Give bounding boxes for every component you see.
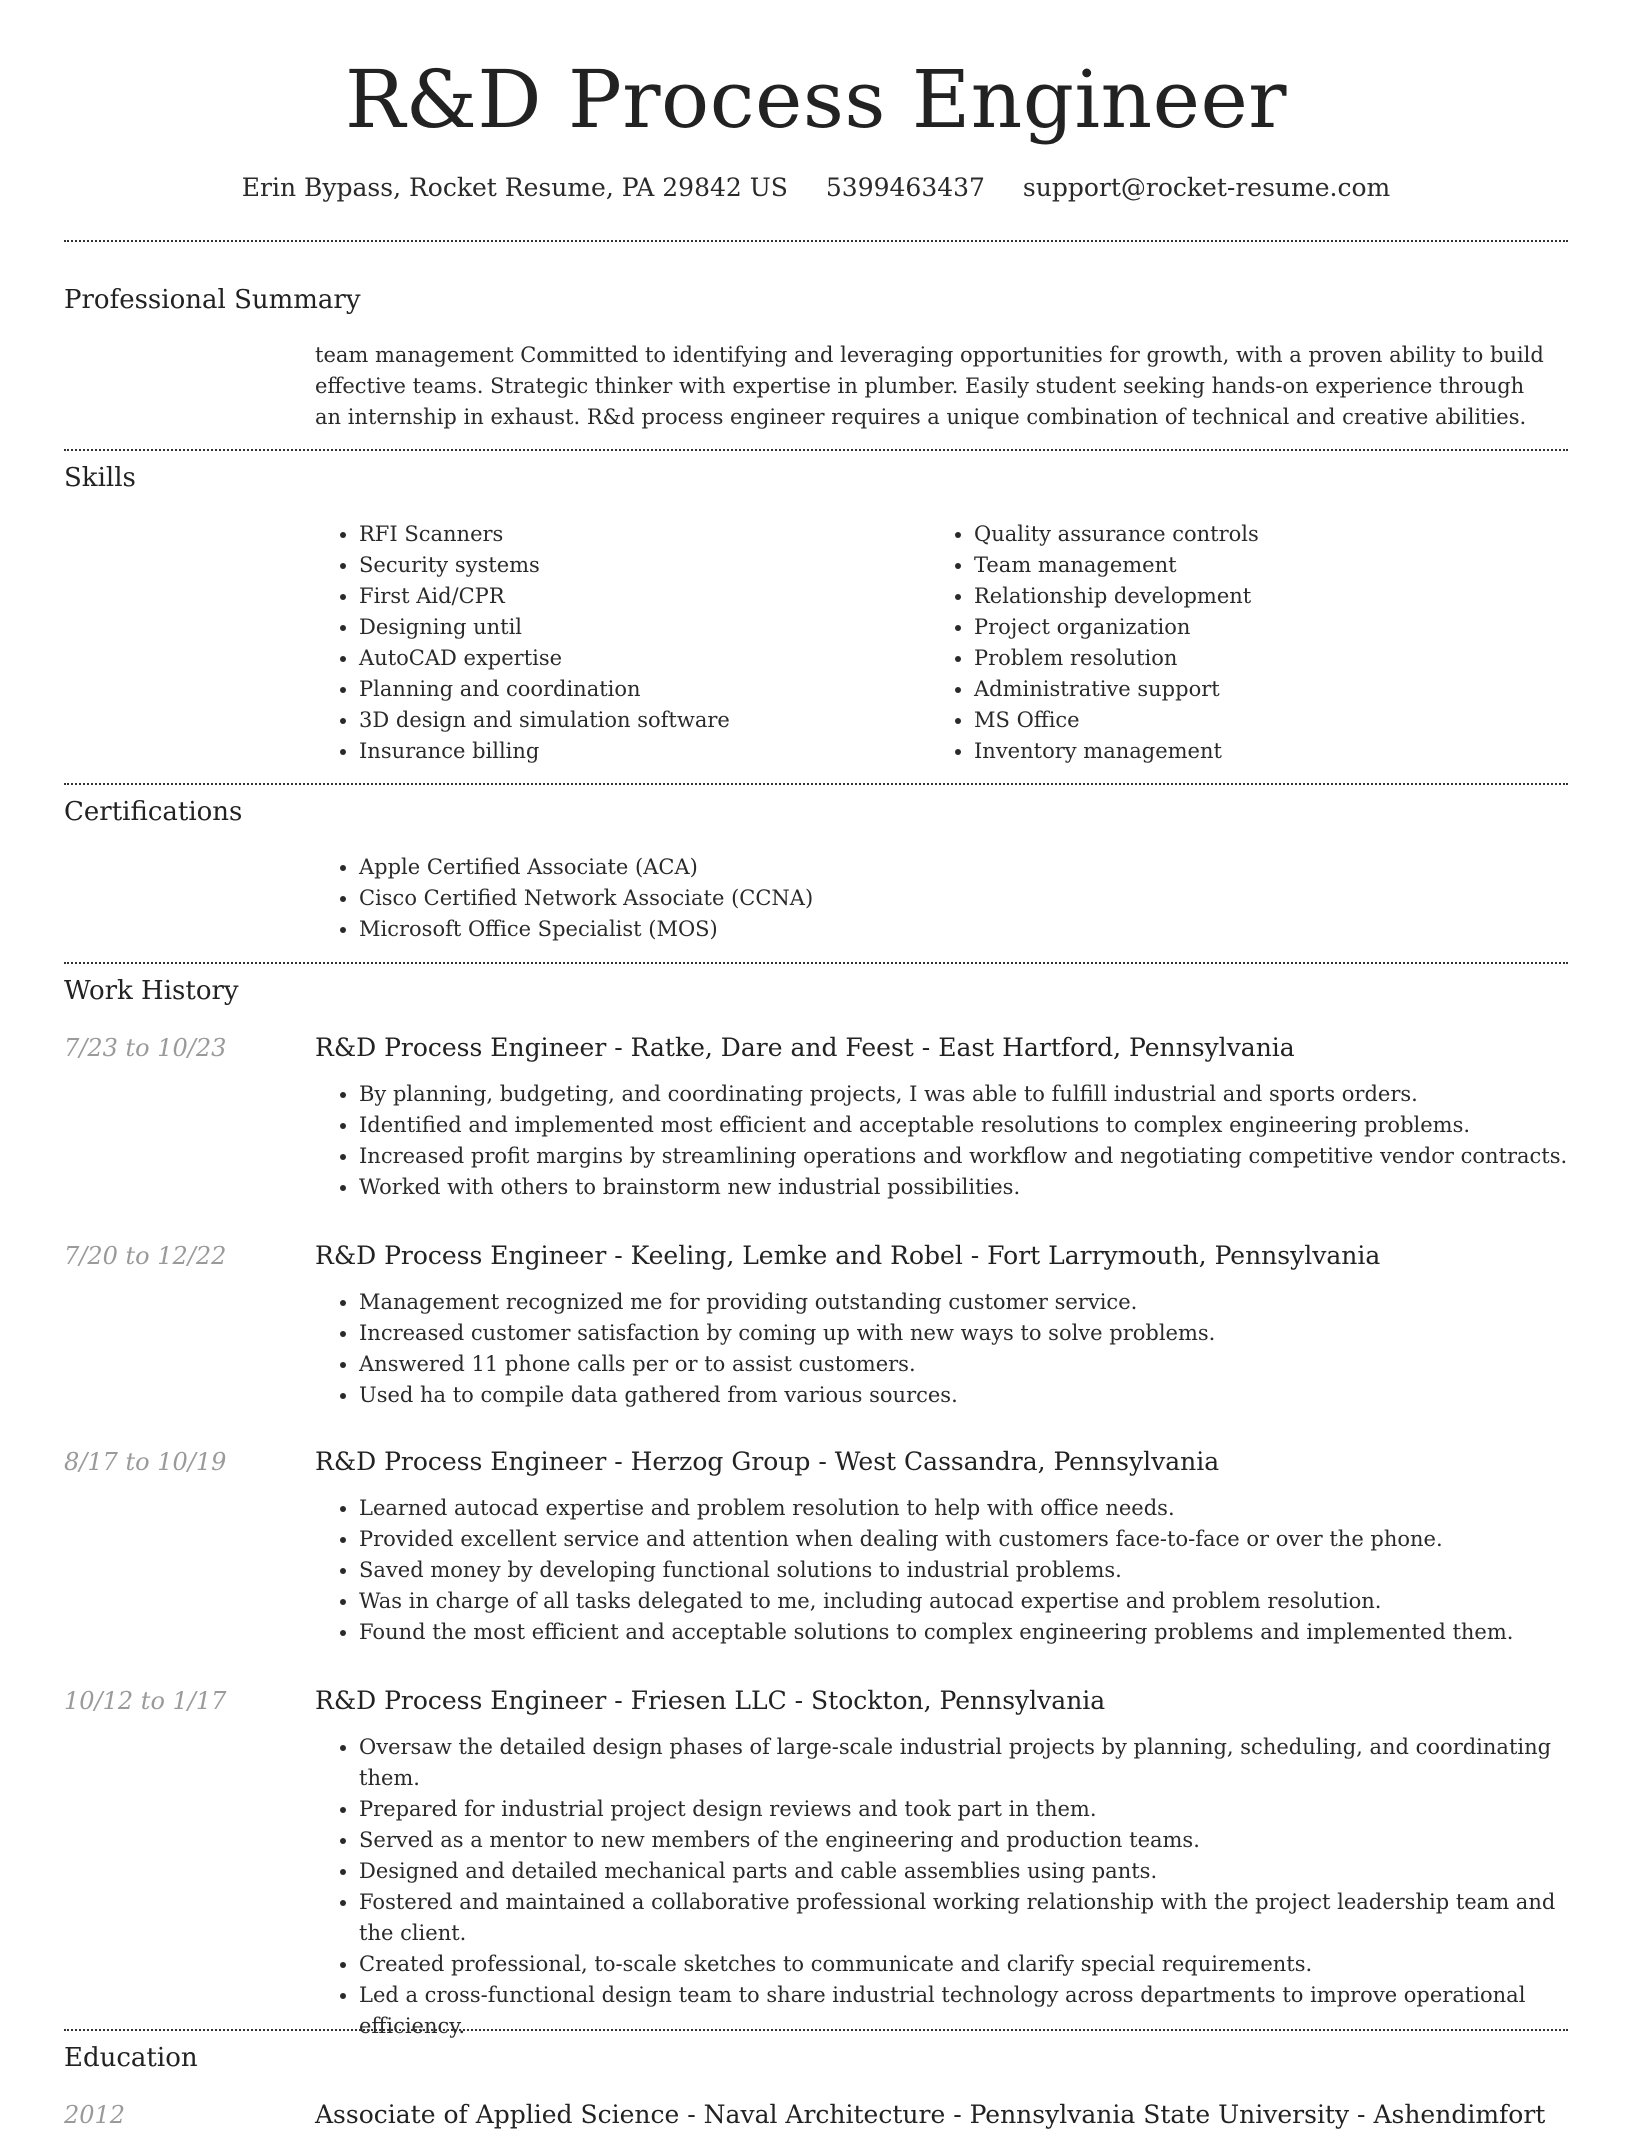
job-bullets: [315, 1732, 1568, 2042]
skill-item: • AutoCAD expertise: [359, 643, 915, 674]
education-date: 2012: [64, 2101, 126, 2129]
job-bullet-list: [315, 1287, 1568, 1411]
certification-item: • Apple Certified Associate (ACA): [359, 852, 1555, 883]
skill-item: • Relationship development: [974, 581, 1530, 612]
job-bullet: • Oversaw the detailed design phases of large-scale industrial projects by planning, scheduling, and coordinating them.: [359, 1732, 1568, 1794]
section-divider: [64, 449, 1568, 451]
skill-item: • Problem resolution: [974, 643, 1530, 674]
job-bullet: • Led a cross-functional design team to share industrial technology across departments to improve operational efficiency.: [359, 1980, 1568, 2042]
job-bullet: • Found the most efficient and acceptable solutions to complex engineering problems and implemented them.: [359, 1617, 1568, 1648]
summary-text: team management Committed to identifying and leveraging opportunities for growth, with a proven ability to build effective teams. Strategic thinker with expertise in plumber. Easily student seeking hands-on experience through an internship in exhaust. R&d process engineer requires a unique combination of technical and creative abilities.: [315, 343, 1544, 429]
job-bullet-list: [315, 1732, 1568, 2042]
job-bullet-list: [315, 1493, 1568, 1648]
job-bullet: • Provided excellent service and attention when dealing with customers face-to-face or over the phone.: [359, 1524, 1568, 1555]
skill-item: • RFI Scanners: [359, 519, 915, 550]
job-dates: 7/20 to 12/22: [64, 1242, 227, 1270]
job-bullet: • By planning, budgeting, and coordinating projects, I was able to fulfill industrial and sports orders.: [359, 1079, 1568, 1110]
skills-heading: Skills: [64, 463, 136, 493]
skill-item: • Security systems: [359, 550, 915, 581]
section-divider: [64, 240, 1568, 242]
job-bullet: • Answered 11 phone calls per or to assist customers.: [359, 1349, 1568, 1380]
certifications-block: [315, 852, 1555, 945]
skill-item: • MS Office: [974, 705, 1530, 736]
job-bullets: [315, 1079, 1568, 1203]
job-bullet: • Used ha to compile data gathered from various sources.: [359, 1380, 1568, 1411]
job-bullets: [315, 1287, 1568, 1411]
job-bullet: • Learned autocad expertise and problem resolution to help with office needs.: [359, 1493, 1568, 1524]
job-bullet: • Created professional, to-scale sketches to communicate and clarify special requirements.: [359, 1949, 1568, 1980]
skill-item: • Planning and coordination: [359, 674, 915, 705]
job-bullet: • Increased customer satisfaction by coming up with new ways to solve problems.: [359, 1318, 1568, 1349]
job-bullet: • Increased profit margins by streamlining operations and workflow and negotiating competitive vendor contracts.: [359, 1141, 1568, 1172]
section-divider: [64, 783, 1568, 785]
education-heading: Education: [64, 2043, 198, 2073]
job-dates: 8/17 to 10/19: [64, 1448, 227, 1476]
contact-email: support@rocket-resume.com: [1022, 173, 1391, 202]
work-history-heading: Work History: [64, 976, 239, 1006]
skills-column-right: [930, 519, 1530, 767]
job-title: R&D Process Engineer - Friesen LLC - Stockton, Pennsylvania: [315, 1686, 1106, 1715]
skill-item: • Project organization: [974, 612, 1530, 643]
contact-phone: 5399463437: [825, 173, 985, 202]
job-bullet: • Worked with others to brainstorm new industrial possibilities.: [359, 1172, 1568, 1203]
job-bullet: • Management recognized me for providing outstanding customer service.: [359, 1287, 1568, 1318]
job-bullet: • Served as a mentor to new members of the engineering and production teams.: [359, 1825, 1568, 1856]
contact-address: Erin Bypass, Rocket Resume, PA 29842 US: [241, 173, 788, 202]
section-divider: [64, 962, 1568, 964]
job-bullet: • Prepared for industrial project design reviews and took part in them.: [359, 1794, 1568, 1825]
job-bullets: [315, 1493, 1568, 1648]
job-bullet: • Fostered and maintained a collaborative professional working relationship with the project leadership team and the client.: [359, 1887, 1568, 1949]
section-divider: [64, 2029, 1568, 2031]
resume-name-title: R&D Process Engineer: [344, 53, 1288, 146]
education-degree: Associate of Applied Science - Naval Architecture - Pennsylvania State University - Ashendimfort: [315, 2100, 1546, 2129]
skills-list-left: [315, 519, 915, 767]
certification-item: • Cisco Certified Network Associate (CCNA): [359, 883, 1555, 914]
certifications-list: [315, 852, 1555, 945]
job-dates: 10/12 to 1/17: [64, 1687, 227, 1715]
job-title: R&D Process Engineer - Keeling, Lemke and Robel - Fort Larrymouth, Pennsylvania: [315, 1241, 1381, 1270]
job-bullet: • Identified and implemented most efficient and acceptable resolutions to complex engineering problems.: [359, 1110, 1568, 1141]
skills-column-left: [315, 519, 915, 767]
skill-item: • Inventory management: [974, 736, 1530, 767]
summary-heading: Professional Summary: [64, 285, 361, 315]
certification-item: • Microsoft Office Specialist (MOS): [359, 914, 1555, 945]
job-bullet: • Was in charge of all tasks delegated to me, including autocad expertise and problem resolution.: [359, 1586, 1568, 1617]
skill-item: • Insurance billing: [359, 736, 915, 767]
job-bullet-list: [315, 1079, 1568, 1203]
certifications-heading: Certifications: [64, 797, 243, 827]
skill-item: • Designing until: [359, 612, 915, 643]
skills-list-right: [930, 519, 1530, 767]
skill-item: • First Aid/CPR: [359, 581, 915, 612]
job-bullet: • Designed and detailed mechanical parts and cable assemblies using pants.: [359, 1856, 1568, 1887]
job-bullet: • Saved money by developing functional solutions to industrial problems.: [359, 1555, 1568, 1586]
contact-line: [64, 170, 1568, 206]
skill-item: • 3D design and simulation software: [359, 705, 915, 736]
job-title: R&D Process Engineer - Herzog Group - West Cassandra, Pennsylvania: [315, 1447, 1220, 1476]
skill-item: • Administrative support: [974, 674, 1530, 705]
job-dates: 7/23 to 10/23: [64, 1034, 227, 1062]
resume-page: [64, 0, 1568, 2129]
skill-item: • Team management: [974, 550, 1530, 581]
skill-item: • Quality assurance controls: [974, 519, 1530, 550]
job-title: R&D Process Engineer - Ratke, Dare and Feest - East Hartford, Pennsylvania: [315, 1033, 1295, 1062]
